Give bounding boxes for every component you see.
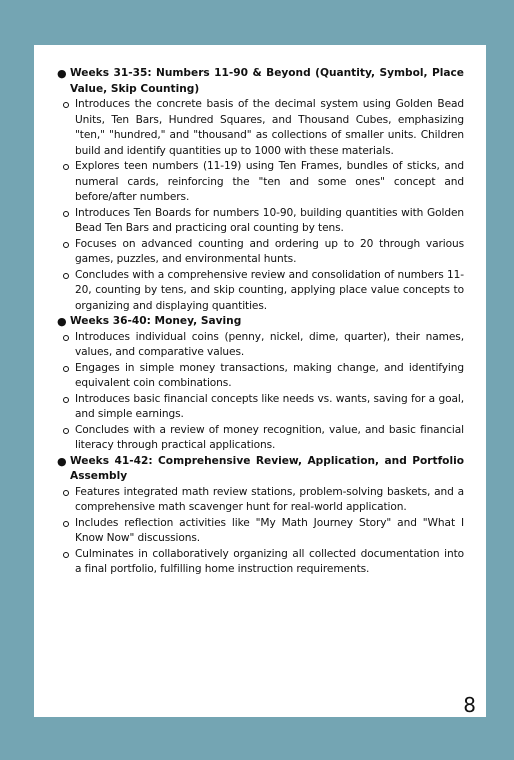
week-section (56, 454, 464, 485)
list-item (56, 361, 464, 392)
list-item (56, 392, 464, 423)
list-item-text: Includes reflection activities like "My Math Journey Story" and "What I Know Now" discussions. (75, 516, 464, 544)
circle-bullet-icon (63, 273, 69, 279)
document-page (34, 45, 486, 717)
list-item (56, 547, 464, 578)
circle-bullet-icon (63, 397, 69, 403)
list-item (56, 516, 464, 547)
list-item-text: Features integrated math review stations, problem-solving baskets, and a comprehensive math scavenger hunt for real-world application. (75, 485, 464, 513)
week-section (56, 314, 464, 330)
section-title: Weeks 36-40: Money, Saving (70, 315, 242, 327)
page-number: 8 (463, 693, 476, 717)
circle-bullet-icon (63, 211, 69, 217)
list-item-text: Engages in simple money transactions, making change, and identifying equivalent coin combinations. (75, 361, 464, 389)
circle-bullet-icon (63, 428, 69, 434)
bullet-icon: ● (57, 454, 67, 468)
list-item-text: Introduces Ten Boards for numbers 10-90, building quantities with Golden Bead Ten Bars and practicing oral counting by tens. (75, 206, 464, 234)
list-item (56, 485, 464, 516)
list-item-text: Introduces individual coins (penny, nickel, dime, quarter), their names, values, and comparative values. (75, 330, 464, 358)
list-item (56, 97, 464, 159)
circle-bullet-icon (63, 490, 69, 496)
list-item-text: Focuses on advanced counting and ordering up to 20 through various games, puzzles, and environmental hunts. (75, 237, 464, 265)
list-item-text: Introduces the concrete basis of the decimal system using Golden Bead Units, Ten Bars, Hundred Squares, and Thousand Cubes, emphasizing "ten," "hundred," and "thousand" as collections of smaller units. Children build and identify quantities up to 1000 with these materials. (75, 98, 464, 157)
section-title: Weeks 41-42: Comprehensive Review, Application, and Portfolio Assembly (70, 454, 464, 482)
list-item-text: Concludes with a review of money recognition, value, and basic financial literacy through practical applications. (75, 423, 464, 451)
circle-bullet-icon (63, 164, 69, 170)
list-item-text: Explores teen numbers (11-19) using Ten Frames, bundles of sticks, and numeral cards, reinforcing the "ten and some ones" concept and before/after numbers. (75, 160, 464, 203)
week-section (56, 66, 464, 97)
page-content (56, 66, 464, 578)
bullet-icon: ● (57, 315, 67, 328)
list-item-text: Concludes with a comprehensive review and consolidation of numbers 11-20, counting by tens, and skip counting, applying place value concepts to organizing and displaying quantities. (75, 268, 464, 312)
list-item (56, 330, 464, 361)
circle-bullet-icon (63, 521, 69, 527)
list-item (56, 237, 464, 268)
list-item-text: Culminates in collaboratively organizing all collected documentation into a final portfolio, fulfilling home instruction requirements. (75, 547, 464, 575)
list-item-text: Introduces basic financial concepts like needs vs. wants, saving for a goal, and simple earnings. (75, 392, 464, 420)
list-item (56, 423, 464, 454)
circle-bullet-icon (63, 366, 69, 372)
circle-bullet-icon (63, 335, 69, 341)
list-item (56, 206, 464, 237)
bullet-icon: ● (57, 67, 67, 80)
list-item (56, 268, 464, 315)
circle-bullet-icon (63, 552, 69, 558)
section-title: Weeks 31-35: Numbers 11-90 & Beyond (Quantity, Symbol, Place Value, Skip Counting) (70, 67, 464, 95)
circle-bullet-icon (63, 102, 69, 108)
list-item (56, 159, 464, 206)
circle-bullet-icon (63, 242, 69, 248)
